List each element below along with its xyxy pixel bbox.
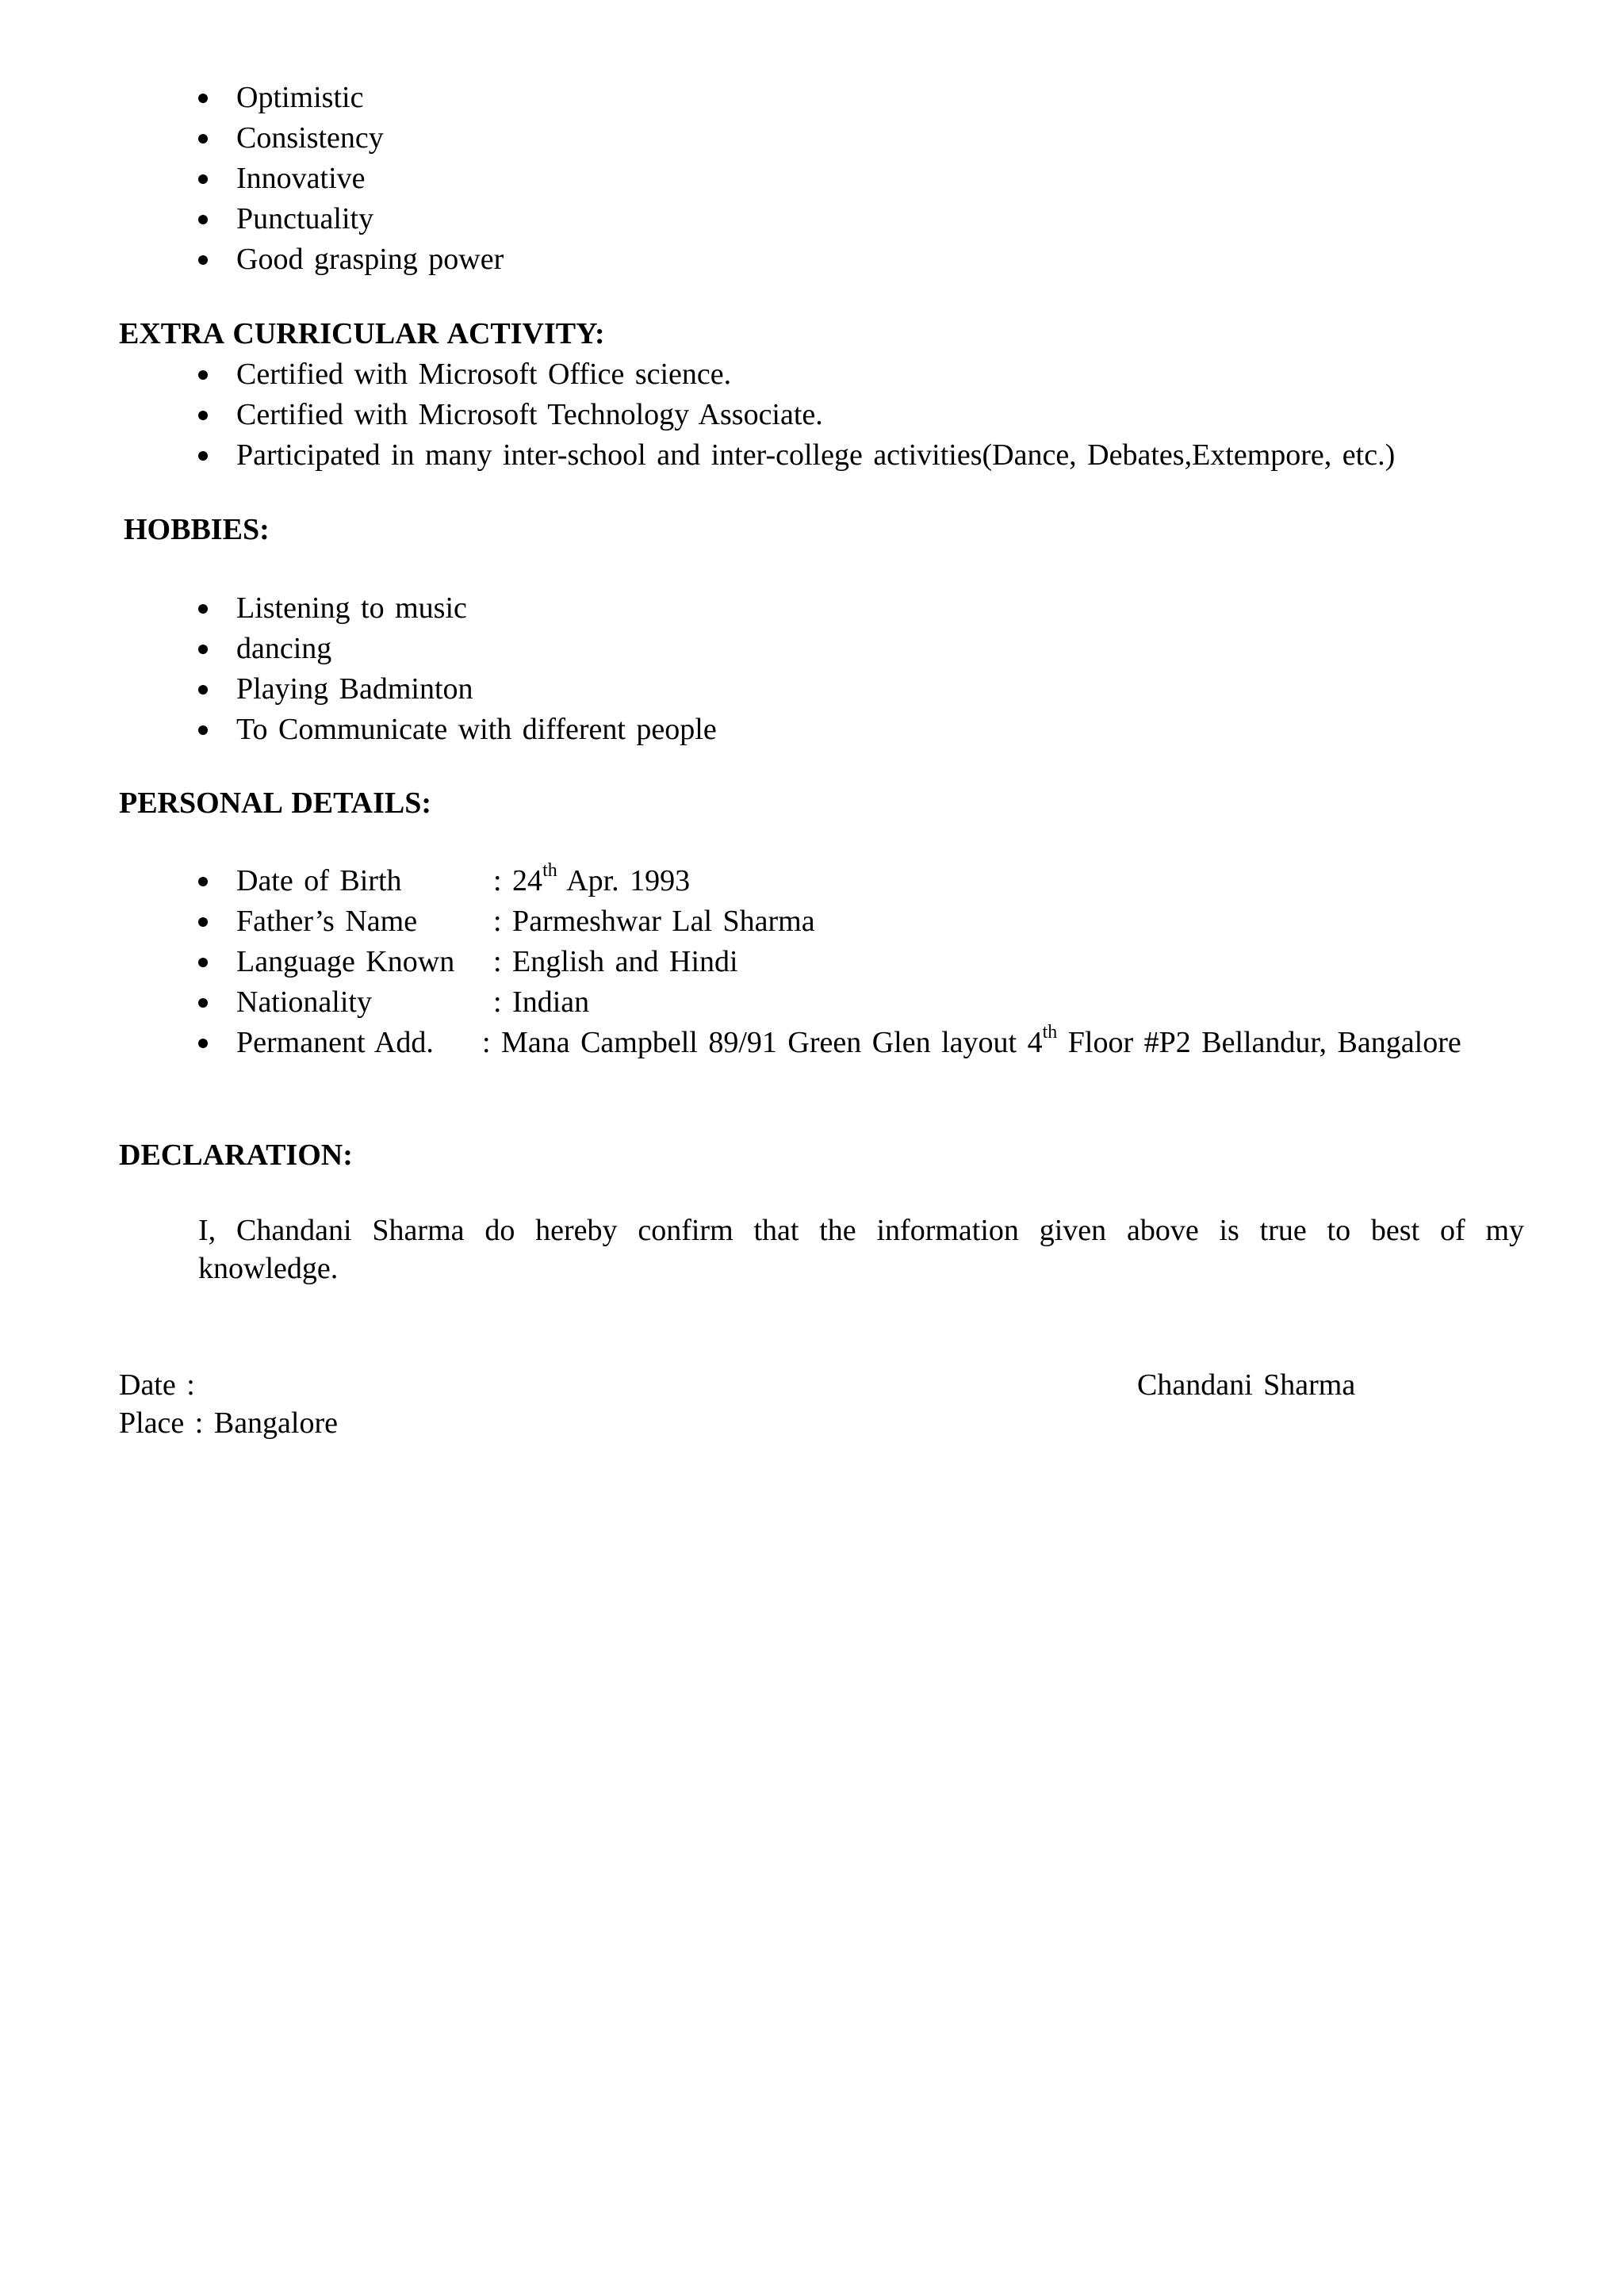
address-label: Permanent Add. bbox=[236, 1026, 434, 1059]
bullet-icon bbox=[198, 877, 208, 886]
bullet-icon bbox=[198, 451, 208, 461]
bullet-icon bbox=[198, 411, 208, 420]
bullet-icon bbox=[198, 645, 208, 654]
declaration-heading: DECLARATION: bbox=[119, 1138, 353, 1172]
personal-details-heading: PERSONAL DETAILS: bbox=[119, 786, 432, 820]
bullet-icon bbox=[198, 685, 208, 695]
bullet-icon bbox=[198, 1039, 208, 1048]
bullet-icon bbox=[198, 94, 208, 103]
extra-curricular-heading: EXTRA CURRICULAR ACTIVITY: bbox=[119, 317, 605, 350]
bullet-icon bbox=[198, 998, 208, 1008]
nationality-value: : Indian bbox=[493, 985, 590, 1019]
bullet-icon bbox=[198, 958, 208, 967]
bullet-icon bbox=[198, 725, 208, 735]
bullet-icon bbox=[198, 255, 208, 265]
signature-name: Chandani Sharma bbox=[1137, 1368, 1356, 1402]
address-value: : Mana Campbell 89/91 Green Glen layout 4th Floor #P2 Bellandur, Bangalore bbox=[482, 1022, 1461, 1059]
bullet-icon bbox=[198, 174, 208, 184]
place-label: Place : Bangalore bbox=[119, 1406, 339, 1440]
nationality-label: Nationality bbox=[236, 985, 372, 1019]
bullet-icon bbox=[198, 917, 208, 927]
declaration-text: I, Chandani Sharma do hereby confirm that the information given above is true to best of my knowledge. bbox=[198, 1214, 1524, 1285]
bullet-icon bbox=[198, 370, 208, 380]
father-label: Father’s Name bbox=[236, 905, 418, 938]
dob-value: : 24th Apr. 1993 bbox=[493, 860, 691, 897]
date-label: Date : bbox=[119, 1368, 195, 1402]
language-value: : English and Hindi bbox=[493, 945, 738, 978]
language-label: Language Known bbox=[236, 945, 455, 978]
father-value: : Parmeshwar Lal Sharma bbox=[493, 905, 815, 938]
dob-label: Date of Birth bbox=[236, 864, 402, 897]
bullet-icon bbox=[198, 604, 208, 614]
bullet-icon bbox=[198, 215, 208, 224]
hobbies-heading: HOBBIES: bbox=[124, 513, 270, 546]
resume-page: Optimistic Consistency Innovative Punctuality Good grasping power EXTRA CURRICULAR ACTIVITY: Certified with Microsoft Office science. Certified with Microsoft Technology Associate. Participated in many inter-school and inter-college activities(Dance, Debates,Extempore, etc.) HOBBIES: Listening to music dancing Playing Badminton To Communicate with different people PERSONAL DETAILS: Date of Birth : 24th Apr. 1993 Father’s Name : Parmeshwar Lal Sharma Language Known : English and Hindi Nationality : Indian Permanent Add. : Mana Campbell 89/91 Green Glen layout 4th Floor #P2 Bellandur, Bangalore DECLARATION: I, Chandani Sharma do hereby confirm that the information given above is true to best of my knowledge. Date : Place : Bangalore Chandani Sharma bbox=[0, 0, 1624, 2296]
bullet-icon bbox=[198, 134, 208, 144]
